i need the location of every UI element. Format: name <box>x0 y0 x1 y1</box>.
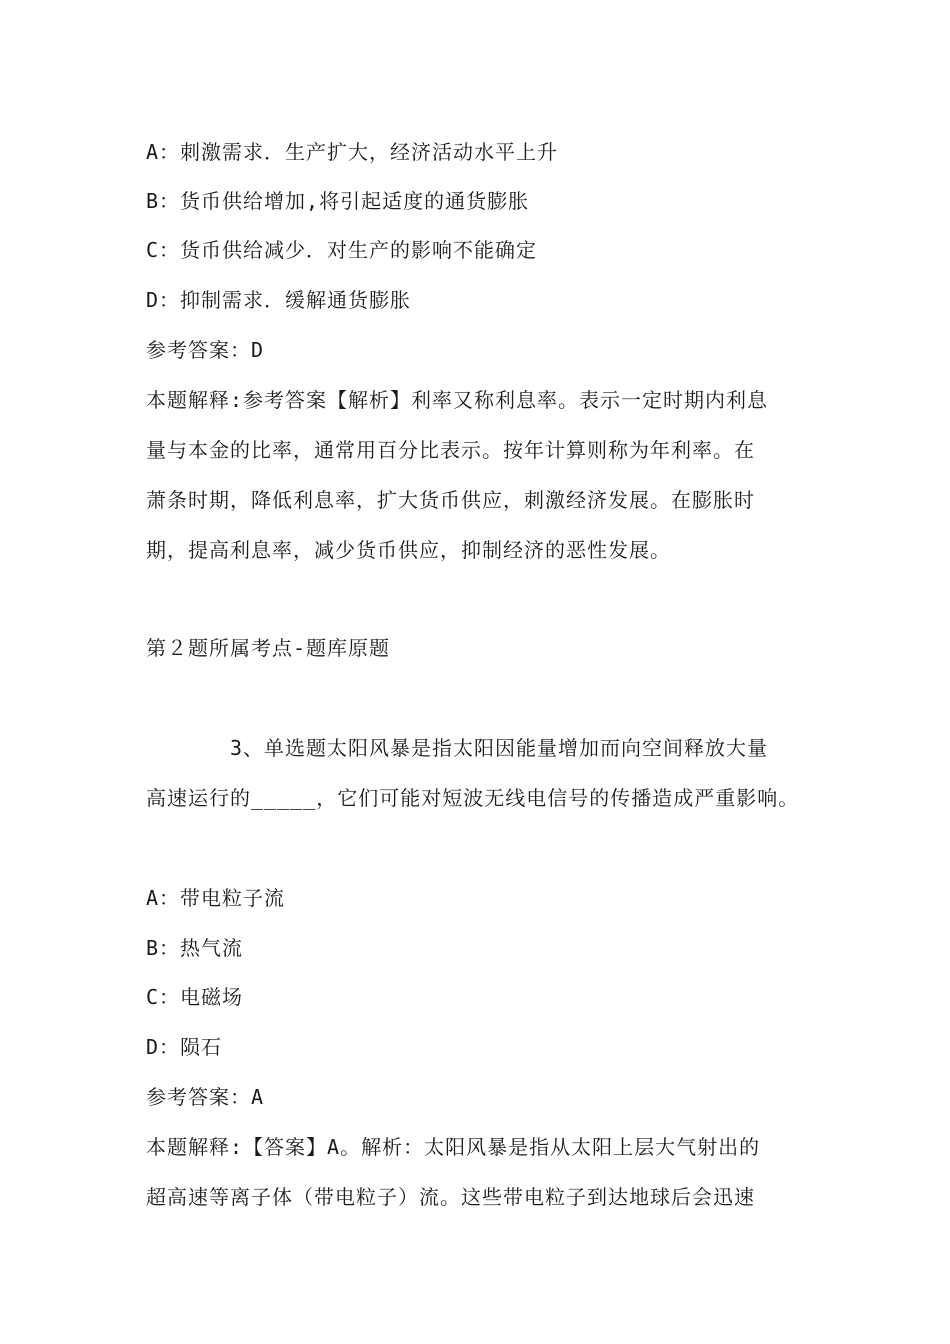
q2-answer: 参考答案：D <box>146 338 265 362</box>
q3-option-d: D：陨石 <box>146 1035 223 1059</box>
q2-option-c: C：货币供给减少．对生产的影响不能确定 <box>146 238 538 262</box>
q3-explanation-line-1: 本题解释:【答案】A。解析：太阳风暴是指从太阳上层大气射出的 <box>146 1135 761 1159</box>
q2-explanation-line-4: 期，提高利息率，减少货币供应，抑制经济的恶性发展。 <box>146 538 671 562</box>
q2-option-d: D：抑制需求．缓解通货膨胀 <box>146 288 412 312</box>
q3-answer: 参考答案：A <box>146 1085 265 1109</box>
q2-explanation-line-3: 萧条时期，降低利息率，扩大货币供应，刺激经济发展。在膨胀时 <box>146 488 755 512</box>
q3-option-b: B：热气流 <box>146 936 244 960</box>
q2-option-a: A：刺激需求．生产扩大，经济活动水平上升 <box>146 140 559 164</box>
q3-question-line-2: 高速运行的_____，它们可能对短波无线电信号的传播造成严重影响。 <box>146 786 800 810</box>
q2-category: 第２题所属考点-题库原题 <box>146 636 391 660</box>
q3-option-a: A：带电粒子流 <box>146 886 286 910</box>
q2-explanation-line-2: 量与本金的比率，通常用百分比表示。按年计算则称为年利率。在 <box>146 438 755 462</box>
q3-explanation-line-2: 超高速等离子体（带电粒子）流。这些带电粒子到达地球后会迅速 <box>146 1185 755 1209</box>
q2-option-b: B：货币供给增加,将引起适度的通货膨胀 <box>146 189 530 213</box>
q3-option-c: C：电磁场 <box>146 985 244 1009</box>
q2-explanation-line-1: 本题解释:参考答案【解析】利率又称利息率。表示一定时期内利息 <box>146 388 769 412</box>
q3-question-line-1: 3、单选题太阳风暴是指太阳因能量增加而向空间释放大量 <box>230 736 769 760</box>
